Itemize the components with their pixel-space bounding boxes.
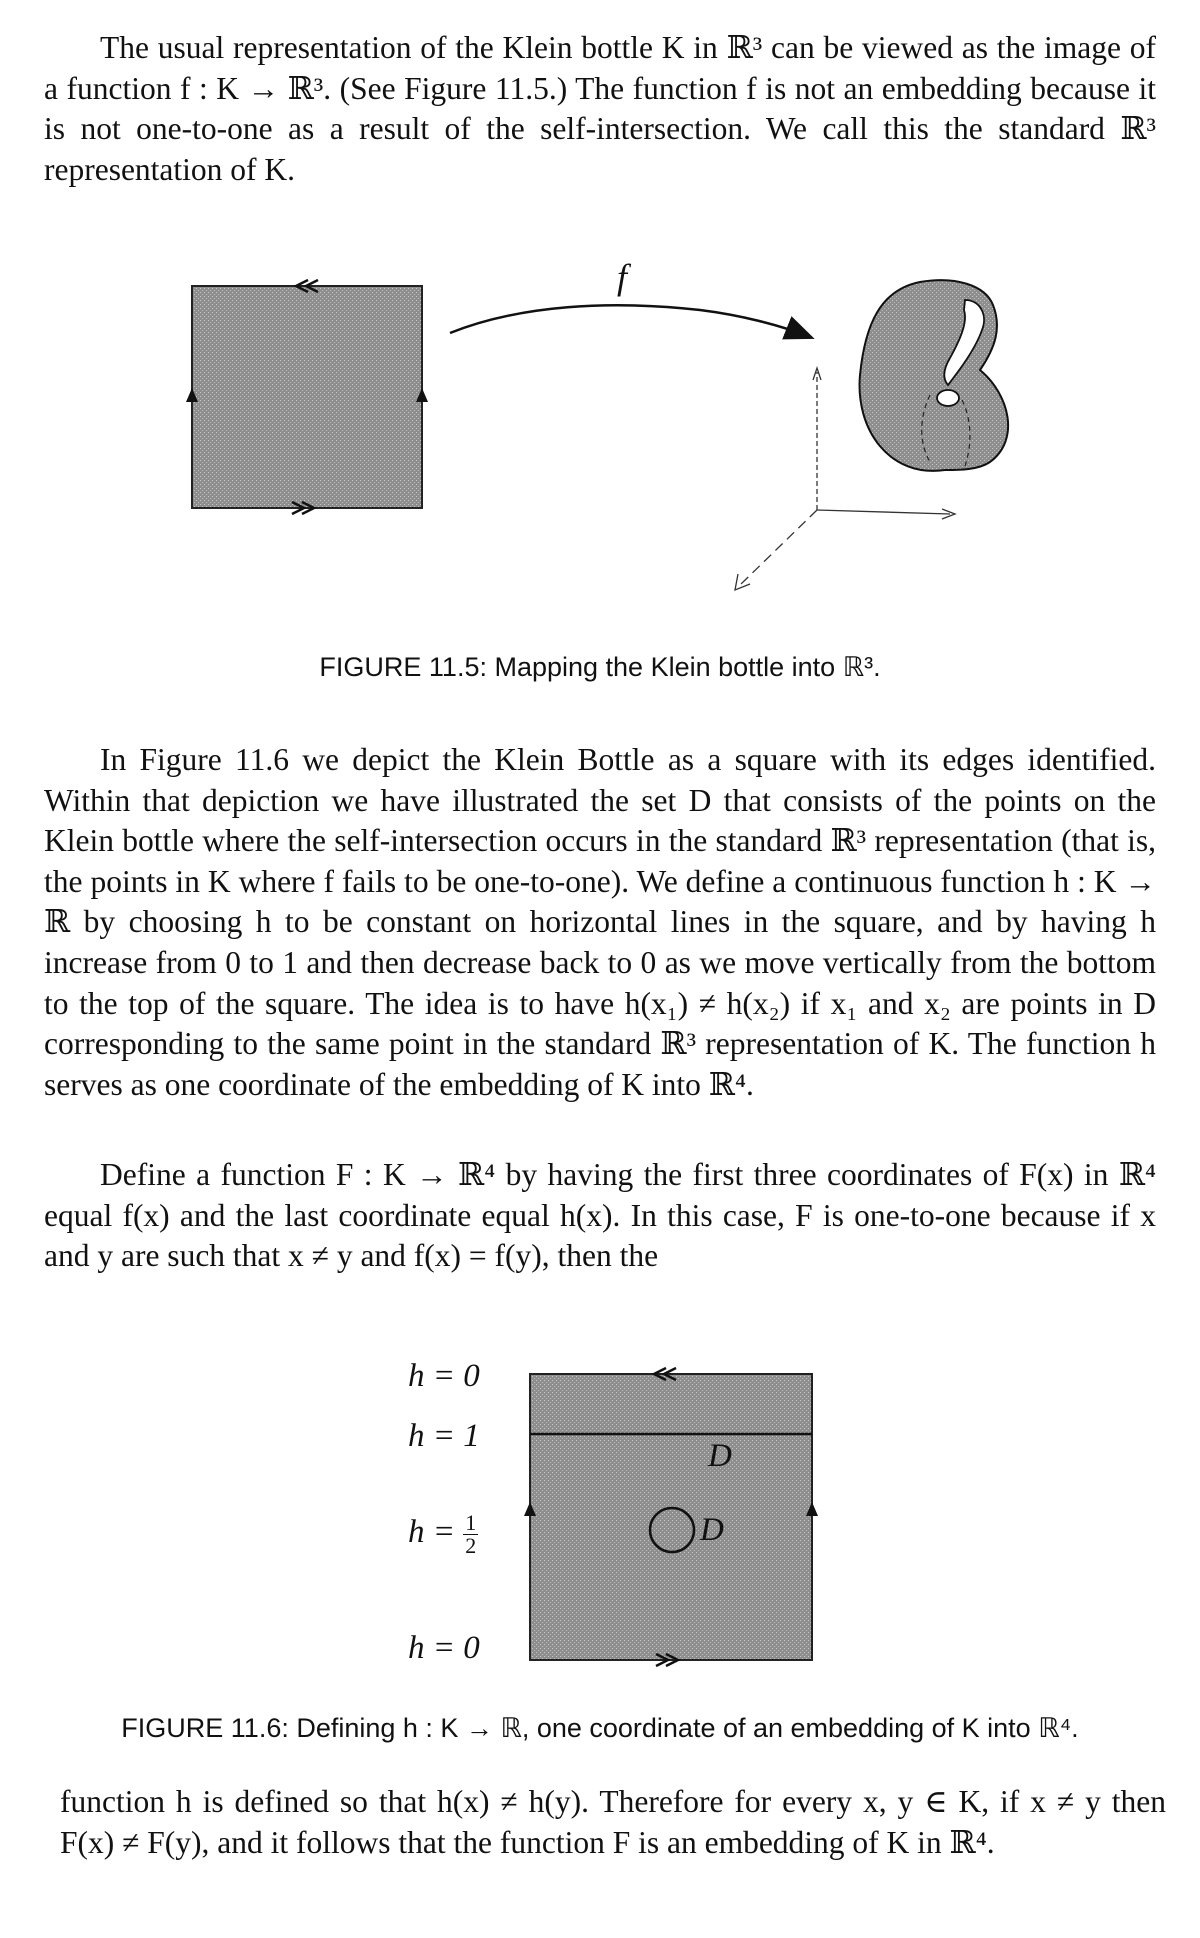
paragraph-intro-text: The usual representation of the Klein bottle K in ℝ³ can be viewed as the image of a function f : K → ℝ³. (See Figure 11.5.) The function f is not an embedding because it is not one-to-one as a result of the self-intersection. We call this the standard ℝ³ representation of K.: [44, 30, 1156, 187]
paragraph-definition-h-text: In Figure 11.6 we depict the Klein Bottle as a square with its edges identified. Within that depiction we have illustrated the set D that consists of the points on the Klein bottle where the self-intersection occurs in the standard ℝ³ representation (that is, the points in K where f fails to be one-to-one). We define a continuous function h : K → ℝ by choosing h to be constant on horizontal lines in the square, and by having h increase from 0 to 1 and then decrease back to 0 as we move vertically from the bottom to the top of the square. The idea is to have h(x₁) ≠ h(x₂) if x₁ and x₂ are points in D corresponding to the same point in the standard ℝ³ representation of K. The function h serves as one coordinate of the embedding of K into ℝ⁴.: [44, 742, 1156, 1102]
h-label-half: [408, 1512, 478, 1557]
klein-square-2: [530, 1374, 812, 1660]
map-label-f: f: [617, 257, 628, 297]
set-D-label-upper: D: [708, 1438, 732, 1474]
paragraph-conclusion: [60, 1782, 1166, 1863]
fraction-denominator: 2: [465, 1533, 477, 1558]
paragraph-conclusion-text: function h is defined so that h(x) ≠ h(y). Therefore for every x, y ∈ K, if x ≠ y then F(x) ≠ F(y), and it follows that the function F is an embedding of K in ℝ⁴.: [60, 1784, 1166, 1860]
paragraph-define-F-text: Define a function F : K → ℝ⁴ by having the first three coordinates of F(x) in ℝ⁴ equal f(x) and the last coordinate equal h(x). In this case, F is one-to-one because if x and y are such that x ≠ y and f(x) = f(y), then the: [44, 1157, 1156, 1274]
fraction-numerator: 1: [465, 1510, 477, 1535]
figure-11-5-caption: FIGURE 11.5: Mapping the Klein bottle into ℝ³.: [319, 652, 881, 682]
h-label-top: h = 0: [408, 1358, 480, 1394]
figure-11-6-caption: FIGURE 11.6: Defining h : K → ℝ, one coordinate of an embedding of K into ℝ⁴.: [121, 1713, 1079, 1743]
set-D-label-lower: D: [700, 1512, 724, 1548]
h-label-one: h = 1: [408, 1418, 480, 1454]
h-label-bottom: h = 0: [408, 1630, 480, 1666]
h-label-half-prefix: h =: [408, 1514, 456, 1551]
fraction-one-half: [463, 1512, 478, 1557]
